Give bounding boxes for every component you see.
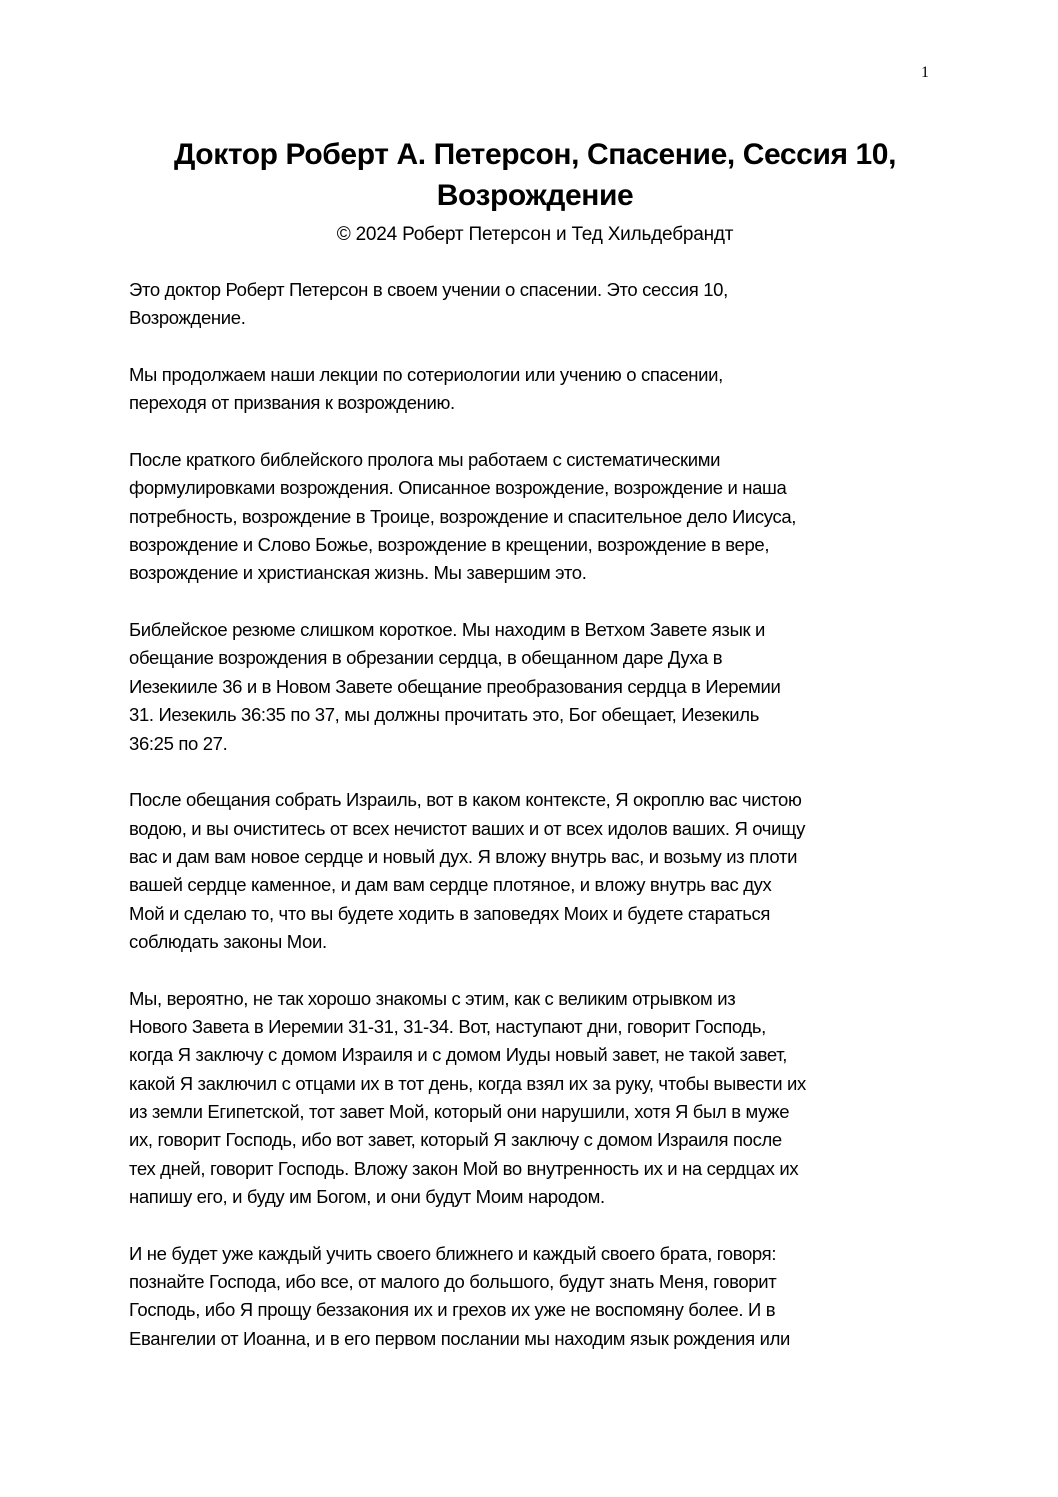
text-line: напишу его, и буду им Богом, и они будут Моим народом.: [129, 1186, 605, 1207]
paragraph: [129, 446, 806, 588]
page-number: 1: [921, 64, 929, 81]
text-line: вашей сердце каменное, и дам вам сердце плотяное, и вложу внутрь вас дух: [129, 874, 772, 896]
paragraph: [129, 1240, 806, 1353]
document-title: [0, 134, 1058, 216]
paragraph: [129, 786, 806, 956]
text-line: познайте Господа, ибо все, от малого до большого, будут знать Меня, говорит: [129, 1271, 777, 1293]
text-line: И не будет уже каждый учить своего ближнего и каждый своего брата, говоря:: [129, 1242, 777, 1264]
text-line: Мой и сделаю то, что вы будете ходить в заповедях Моих и будете стараться: [129, 902, 771, 924]
text-line: Нового Завета в Иеремии 31-31, 31-34. Вот, наступают дни, говорит Господь,: [129, 1015, 766, 1037]
text-line: из земли Египетской, тот завет Мой, который они нарушили, хотя Я был в муже: [129, 1100, 790, 1122]
text-line: потребность, возрождение в Троице, возрождение и спасительное дело Иисуса,: [129, 505, 797, 527]
text-line: Возрождение.: [129, 307, 246, 329]
title-line: Доктор Роберт А. Петерсон, Спасение, Сессия 10,: [173, 138, 897, 171]
text-line: возрождение и христианская жизнь. Мы завершим это.: [129, 562, 587, 584]
text-line: какой Я заключил с отцами их в тот день, когда взял их за руку, чтобы вывести их: [129, 1072, 806, 1094]
paragraph: [129, 616, 806, 758]
text-line: вас и дам вам новое сердце и новый дух. Я вложу внутрь вас, и возьму из плоти: [129, 845, 798, 867]
paragraph: [129, 985, 806, 1212]
text-line: обещание возрождения в обрезании сердца, в обещанном даре Духа в: [129, 647, 723, 669]
paragraph: [129, 361, 806, 418]
text-line: 36:25 по 27.: [129, 732, 228, 754]
text-line: Мы продолжаем наши лекции по сотериологии или учению о спасении,: [129, 364, 723, 386]
text-line: Библейское резюме слишком короткое. Мы находим в Ветхом Завете язык и: [129, 619, 766, 641]
text-line: их, говорит Господь, ибо вот завет, который Я заключу с домом Израиля после: [129, 1129, 782, 1151]
text-line: После краткого библейского пролога мы работаем с систематическими: [129, 449, 721, 471]
text-line: Господь, ибо Я прощу беззакония их и грехов их уже не воспомяну более. И в: [129, 1299, 776, 1321]
text-line: 31. Иезекиль 36:35 по 37, мы должны прочитать это, Бог обещает, Иезекиль: [129, 704, 759, 726]
text-line: Евангелии от Иоанна, и в его первом послании мы находим язык рождения или: [129, 1327, 791, 1349]
text-line: тех дней, говорит Господь. Вложу закон Мой во внутренность их и на сердцах их: [129, 1157, 799, 1179]
text-line: формулировками возрождения. Описанное возрождение, возрождение и наша: [129, 477, 787, 499]
paragraph: [129, 276, 806, 333]
text-line: Иезекииле 36 и в Новом Завете обещание преобразования сердца в Иеремии: [129, 675, 781, 697]
title-line: Возрождение: [436, 179, 634, 212]
document-body: [129, 276, 806, 1381]
text-line: водою, и вы очиститесь от всех нечистот ваших и от всех идолов ваших. Я очищу: [129, 817, 806, 839]
text-line: соблюдать законы Мои.: [129, 930, 327, 952]
copyright-subtitle: © 2024 Роберт Петерсон и Тед Хильдебрандт: [336, 224, 734, 245]
text-line: возрождение и Слово Божье, возрождение в крещении, возрождение в вере,: [129, 534, 770, 556]
text-line: Это доктор Роберт Петерсон в своем учении о спасении. Это сессия 10,: [129, 279, 728, 300]
text-line: Мы, вероятно, не так хорошо знакомы с этим, как с великим отрывком из: [129, 987, 736, 1009]
text-line: когда Я заключу с домом Израиля и с домом Иуды новый завет, не такой завет,: [129, 1044, 788, 1066]
text-line: После обещания собрать Израиль, вот в каком контексте, Я окроплю вас чистою: [129, 789, 802, 811]
text-line: переходя от призвания к возрождению.: [129, 392, 455, 414]
